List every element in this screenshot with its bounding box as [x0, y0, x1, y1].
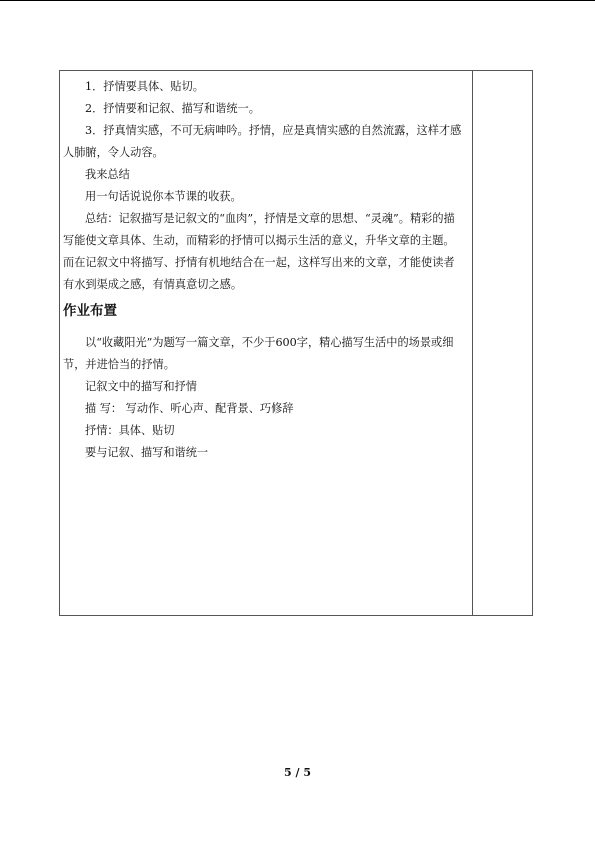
homework-title: 作业布置 [63, 303, 117, 319]
table-column-divider [472, 70, 473, 616]
homework-task: 以“收藏阳光”为题写一篇文章，不少于600字，精心描写生活中的场景或细节，并进恰当的抒情。 [63, 336, 454, 371]
lesson-content [63, 76, 465, 464]
summary-body: 总结：记叙描写是记叙文的“血肉”，抒情是文章的思想、“灵魂”。精彩的描写能使文章具体、生动，而精彩的抒情可以揭示生活的意义，升华文章的主题。而在记叙文中将描写、抒情有机地结合在一起，这样写出来的文章，才能使读者有水到渠成之感，有情真意切之感。 [63, 212, 455, 291]
summary-heading: 我来总结 [85, 168, 130, 181]
board-description-line: 描 写： 写动作、听心声、配背景、巧修辞 [85, 402, 294, 415]
board-title: 记叙文中的描写和抒情 [85, 380, 197, 393]
top-border-line [0, 0, 595, 1]
page-number: 5 / 5 [284, 766, 311, 779]
board-unity-line: 要与记叙、描写和谐统一 [85, 446, 209, 459]
point-3: 3．抒真情实感，不可无病呻吟。抒情，应是真情实感的自然流露，这样才感人肺腑，令人动容。 [63, 124, 462, 159]
board-lyric-line: 抒情：具体、贴切 [85, 424, 175, 437]
point-2: 2．抒情要和记叙、描写和谐统一。 [85, 102, 260, 115]
summary-prompt: 用一句话说说你本节课的收获。 [85, 190, 242, 203]
point-1: 1．抒情要具体、贴切。 [85, 80, 204, 93]
